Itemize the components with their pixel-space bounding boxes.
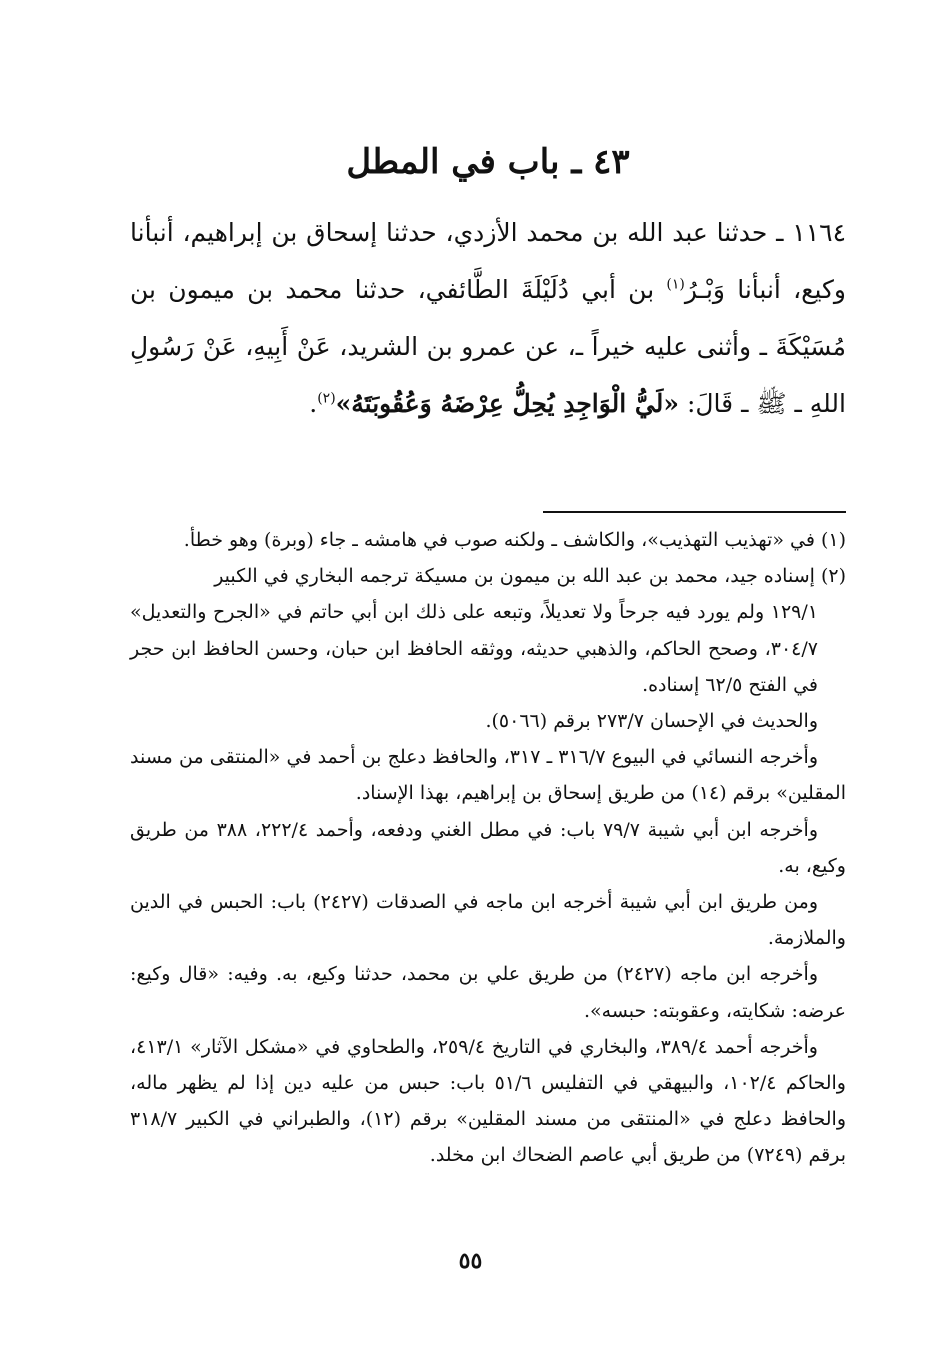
footnote-paragraph-ahmad: وأخرجه أحمد ٣٨٩/٤، والبخاري في التاريخ ٢٥٩/٤، والطحاوي في «مشكل الآثار» ٤١٣/١، والحاكم ١٠٢/٤، والبيهقي في التفليس ٥١/٦ باب: حبس من عليه دين إذا لم يظهر ماله، والحافظ دعلج في «المنتقى من مسند المقلين» برقم (١٢)، والطبراني في الكبير ٣١٨/٧ برقم (٧٢٤٩) من طريق أبي عاصم الضحاك ابن مخلد.: [130, 1035, 846, 1167]
hadith-paragraph: [130, 204, 846, 432]
footnote-paragraph-ibn-majah-2: وأخرجه ابن ماجه (٢٤٢٧) من طريق علي بن محمد، حدثنا وكيع، به. وفيه: «قال وكيع: عرضه: شكايته، وعقوبته: حبسه».: [130, 963, 846, 1022]
footnote-divider: [543, 511, 846, 513]
hadith-text: [130, 204, 846, 432]
footnote-paragraph-ihsan: والحديث في الإحسان ٢٧٣/٧ برقم (٥٠٦٦).: [485, 710, 818, 733]
hadith-isnad-end: بن أبي دُلَيْلَةَ الطَّائفي، حدثنا محمد بن ميمون بن مُسَيْكَةَ ـ وأثنى عليه خيراً ـ، عن عمرو بن الشريد، عَنْ أَبِيهِ، عَنْ رَسُولِ اللهِ ـ ﷺ ـ قَالَ:: [130, 275, 846, 418]
footnotes: [130, 522, 846, 1174]
footnote-marker-1: (١): [666, 276, 685, 293]
footnote-2-first-line: (٢) إسناده جيد، محمد بن عبد الله بن ميمون بن مسيكة ترجمه البخاري في الكبير: [214, 565, 846, 588]
hadith-end: .: [309, 389, 318, 418]
footnote-paragraph-nasai: وأخرجه النسائي في البيوع ٣١٦/٧ ـ ٣١٧، والحافظ دعلج بن أحمد في «المنتقى من مسند المقلين» برقم (١٤) من طريق إسحاق بن إبراهيم، بهذا الإسناد.: [130, 746, 846, 805]
footnote-2-continuation: ١٢٩/١ ولم يورد فيه جرحاً ولا تعديلاً، وتبعه على ذلك ابن أبي حاتم في «الجرح والتعديل» ٣٠٤/٧، وصحح الحاكم، والذهبي حديثه، ووثقه الحافظ ابن حبان، وحسن الحافظ ابن حجر في الفتح ٦٢/٥ إسناده.: [130, 601, 818, 696]
footnote-paragraph-abi-shayba: وأخرجه ابن أبي شيبة ٧٩/٧ باب: في مطل الغني ودفعه، وأحمد ٢٢٢/٤، ٣٨٨ من طريق وكيع، به.: [130, 818, 846, 877]
hadith-quote: «لَيُّ الْوَاجِدِ يُحِلُّ عِرْضَهُ وَعُقُوبَتَهُ»: [335, 389, 680, 418]
footnote-paragraph-ibn-majah-1: ومن طريق ابن أبي شيبة أخرجه ابن ماجه في الصدقات (٢٤٢٧) باب: الحبس في الدين والملازمة.: [130, 891, 846, 950]
footnote-1: (١) في «تهذيب التهذيب»، والكاشف ـ ولكنه صوب في هامشه ـ جاء (وبرة) وهو خطأ.: [183, 529, 846, 551]
page-number: ٥٥: [458, 1248, 483, 1274]
hadith-isnad-start: ١١٦٤ ـ حدثنا عبد الله بن محمد الأزدي، حدثنا إسحاق بن إبراهيم، أنبأنا وكيع، أنبأنا وَبْـرُ: [130, 218, 846, 304]
chapter-title: ٤٣ ـ باب في المطل: [346, 142, 630, 182]
footnote-marker-2: (٢): [317, 390, 336, 407]
